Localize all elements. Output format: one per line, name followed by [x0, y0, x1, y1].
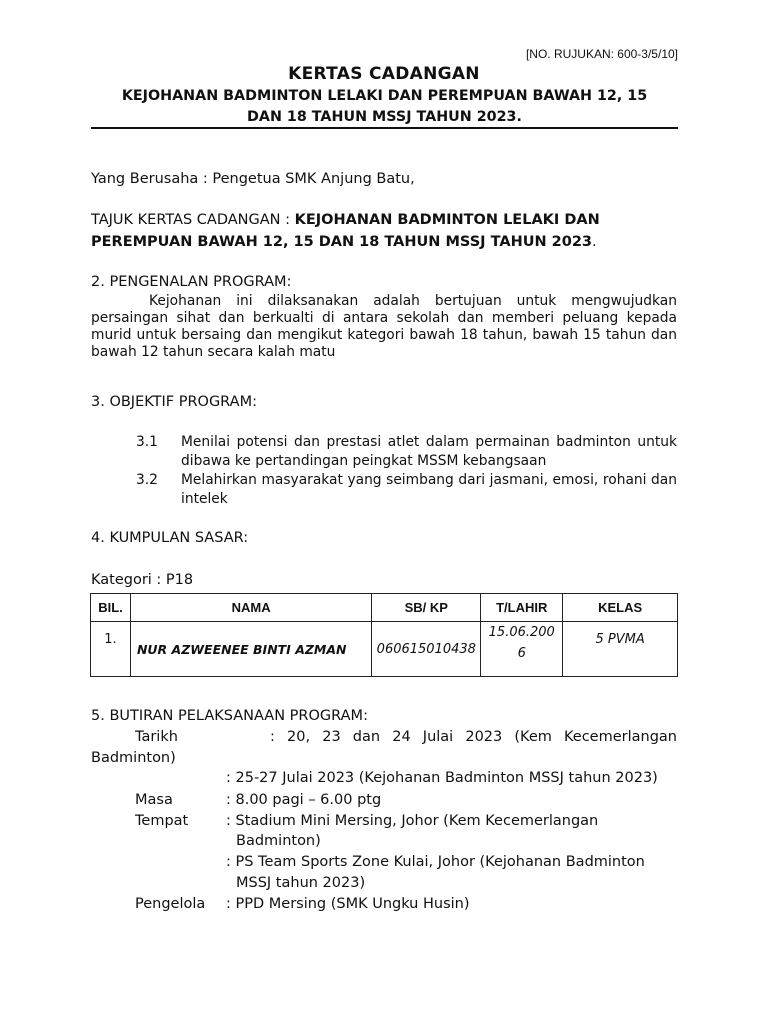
title-divider — [91, 127, 678, 129]
addressee-line: Yang Berusaha : Pengetua SMK Anjung Batu, — [91, 171, 415, 187]
tempat-label: Tempat — [135, 813, 189, 829]
objektif-heading: 3. OBJEKTIF PROGRAM: — [91, 394, 257, 410]
tempat-value-1b: Badminton) — [236, 833, 321, 849]
pengelola-label: Pengelola — [135, 896, 206, 912]
tempat-value-2b: MSSJ tahun 2023) — [236, 875, 366, 891]
tajuk-bold-1: KEJOHANAN BADMINTON LELAKI DAN — [294, 212, 600, 228]
objektif-num: 3.1 — [136, 434, 158, 450]
table-header-row — [91, 594, 678, 622]
column-header-bil: BIL. — [91, 594, 131, 622]
participant-table — [90, 593, 678, 677]
cell-bil: 1. — [91, 622, 131, 677]
pengenalan-text: Kejohanan ini dilaksanakan adalah bertujuan untuk mengwujudkan persaingan sihat dan berkualti di antara sekolah dan memberi peluang kepada murid untuk bersaing dan mengikut kategori bawah 18 tahun, bawah 15 tahun dan bawah 12 tahun secara kalah matu — [91, 293, 677, 360]
objektif-text: Menilai potensi dan prestasi atlet dalam permainan badminton untuk dibawa ke pertandingan peingkat MSSM kebangsaan — [181, 434, 677, 469]
subtitle-line-1: KEJOHANAN BADMINTON LELAKI DAN PEREMPUAN BAWAH 12, 15 — [121, 88, 648, 104]
table-row — [91, 622, 678, 677]
tajuk-prefix: TAJUK KERTAS CADANGAN : — [91, 212, 295, 228]
tajuk-bold-2: PEREMPUAN BAWAH 12, 15 DAN 18 TAHUN MSSJ TAHUN 2023 — [91, 234, 593, 250]
sasar-heading: 4. KUMPULAN SASAR: — [91, 530, 249, 546]
column-header-lahir: T/LAHIR — [481, 594, 563, 622]
cell-nama: NUR AZWEENEE BINTI AZMAN — [130, 622, 371, 677]
objektif-text: Melahirkan masyarakat yang seimbang dari jasmani, emosi, rohani dan intelek — [181, 472, 677, 507]
pengenalan-body — [91, 293, 677, 361]
column-header-kelas: KELAS — [563, 594, 678, 622]
tarikh-value-1a: : 20, 23 dan 24 Julai 2023 (Kem Kecemerlangan — [270, 729, 677, 745]
subtitle-line-2: DAN 18 TAHUN MSSJ TAHUN 2023. — [247, 109, 522, 125]
tarikh-label: Tarikh — [135, 729, 178, 745]
masa-label: Masa — [135, 792, 173, 808]
pengenalan-heading: 2. PENGENALAN PROGRAM: — [91, 274, 292, 290]
tarikh-value-2: : 25-27 Julai 2023 (Kejohanan Badminton MSSJ tahun 2023) — [226, 770, 658, 786]
objektif-num: 3.2 — [136, 472, 158, 488]
butiran-heading: 5. BUTIRAN PELAKSANAAN PROGRAM: — [91, 708, 368, 724]
kategori-label: Kategori : P18 — [91, 572, 194, 588]
pengelola-value: : PPD Mersing (SMK Ungku Husin) — [226, 896, 470, 912]
tempat-value-1a: : Stadium Mini Mersing, Johor (Kem Kecemerlangan — [226, 813, 599, 829]
masa-value: : 8.00 pagi – 6.00 ptg — [226, 792, 382, 808]
column-header-kp: SB/ KP — [372, 594, 481, 622]
document-title: KERTAS CADANGAN — [288, 64, 480, 84]
document-subtitle — [92, 86, 677, 128]
cell-kp: 060615010438 — [372, 622, 481, 677]
tajuk-paragraph — [91, 209, 681, 253]
tajuk-suffix: . — [592, 234, 597, 250]
lahir-line-2: 6 — [517, 646, 526, 661]
tempat-value-2a: : PS Team Sports Zone Kulai, Johor (Kejohanan Badminton — [226, 854, 645, 870]
column-header-nama: NAMA — [130, 594, 371, 622]
cell-kelas: 5 PVMA — [563, 622, 678, 677]
tarikh-value-1b: Badminton) — [91, 750, 176, 766]
cell-lahir — [481, 622, 563, 677]
lahir-line-1: 15.06.200 — [488, 625, 555, 640]
reference-number: [NO. RUJUKAN: 600-3/5/10] — [525, 47, 678, 61]
